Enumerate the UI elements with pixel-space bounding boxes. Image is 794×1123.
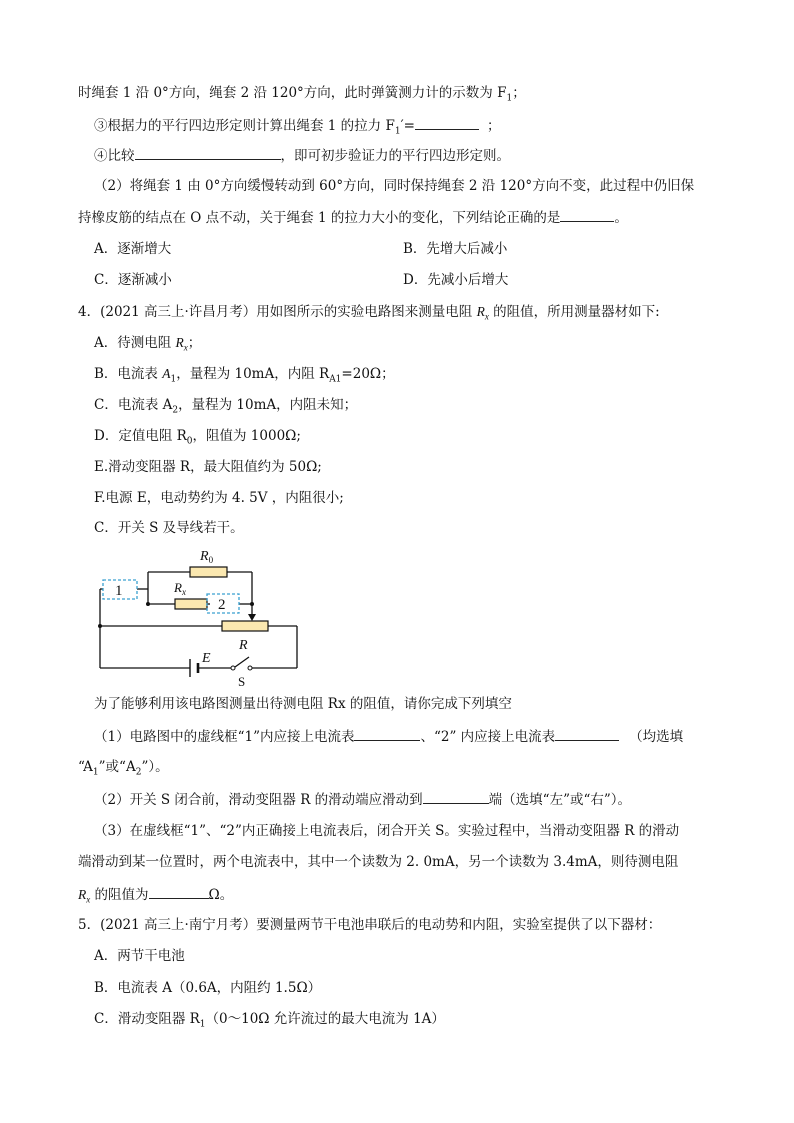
answer-blank[interactable] xyxy=(135,146,281,160)
q3-part2-line2: 持橡皮筋的结点在 O 点不动，关于绳套 1 的拉力大小的变化，下列结论正确的是 。 xyxy=(78,210,628,226)
q3-option-a[interactable]: A．逐渐增大 xyxy=(94,241,172,257)
q3-step4: ④比较 ，即可初步验证力的平行四边形定则。 xyxy=(94,148,510,164)
label-s: S xyxy=(238,674,246,689)
q4-part3-line1: （3）在虚线框“1”、“2”内正确接上电流表后，闭合开关 S。实验过程中，当滑动变阻器 R 的滑动 xyxy=(94,823,680,839)
q4-item-g: C．开关 S 及导线若干。 xyxy=(94,520,244,536)
label-r: R xyxy=(239,638,248,653)
answer-blank[interactable] xyxy=(560,208,614,222)
label-box-1: 1 xyxy=(115,583,123,599)
circuit-diagram xyxy=(90,542,330,692)
q5-item-b: B．电流表 A（0.6A，内阻约 1.5Ω） xyxy=(94,980,322,996)
q4-part3-line3: $R_x$ 的阻值为 Ω。 xyxy=(78,887,234,905)
label-rx: $R_x$ xyxy=(174,580,186,597)
q4-part1-line2: “$A_1$”或“$A_2$”）。 xyxy=(78,759,169,778)
label-e: E xyxy=(202,651,211,666)
label-r0: $R_0$ xyxy=(200,549,214,565)
switch-contact xyxy=(231,666,235,670)
resistor-r0 xyxy=(190,567,227,577)
answer-blank[interactable] xyxy=(354,727,420,741)
answer-blank[interactable] xyxy=(149,885,209,899)
q4-stem: 4．(2021 高三上·许昌月考）用如图所示的实验电路图来测量电阻 $R_x$ 的阻值，所用测量器材如下: xyxy=(78,304,660,322)
q4-item-a: A．待测电阻 $R_x$； xyxy=(94,335,202,353)
answer-blank[interactable] xyxy=(423,790,489,804)
junction-dot xyxy=(250,602,254,606)
answer-blank[interactable] xyxy=(555,727,619,741)
q5-item-c: C．滑动变阻器 $R_1(0\sim 10\Omega$ 允许流过的最大电流为 1A） xyxy=(94,1011,445,1030)
junction-dot xyxy=(98,624,102,628)
q4-part3-line2: 端滑动到某一位置时，两个电流表中，其中一个读数为 2. 0mA，另一个读数为 3.4mA，则待测电阻 xyxy=(78,854,679,870)
label-box-2: 2 xyxy=(218,597,226,613)
switch-contact xyxy=(248,666,252,670)
q3-step3: ③根据力的平行四边形定则计算出绳套 1 的拉力 $F_1'=$ ； xyxy=(94,118,501,137)
q4-intro: 为了能够利用该电路图测量出待测电阻 Rx 的阻值，请你完成下列填空 xyxy=(94,696,512,712)
q4-part1-line1: （1）电路图中的虚线框“1”内应接上电流表 、“2” 内应接上电流表 （均选填 xyxy=(94,729,684,745)
q4-item-e: E.滑动变阻器 R，最大阻值约为 50Ω; xyxy=(94,459,322,475)
slider-arrow-icon xyxy=(248,614,256,621)
q4-item-d: D．定值电阻 $R_0$，阻值为 1000Ω; xyxy=(94,428,301,447)
junction-dot xyxy=(146,602,150,606)
q3-option-b[interactable]: B．先增大后减小 xyxy=(403,241,508,257)
q4-item-b: B．电流表 $A_1$，量程为 10mA，内阻 $R_{A1}=20\Omega$； xyxy=(94,366,395,385)
q3-option-c[interactable]: C．逐渐减小 xyxy=(94,272,172,288)
q3-option-d[interactable]: D．先减小后增大 xyxy=(403,272,509,288)
rheostat-r xyxy=(222,621,268,631)
q4-item-f: F.电源 E，电动势约为 4. 5V ，内阻很小; xyxy=(94,490,344,506)
q4-part2: （2）开关 S 闭合前，滑动变阻器 R 的滑动端应滑动到 端（选填“左”或“右”）。 xyxy=(94,792,632,808)
q3-part2-line1: （2）将绳套 1 由 0°方向缓慢转动到 60°方向，同时保持绳套 2 沿 120°方向不变，此过程中仍旧保 xyxy=(94,178,695,194)
resistor-rx xyxy=(175,599,207,609)
q4-item-c: C．电流表 $A_2$，量程为 10mA，内阻未知； xyxy=(94,397,358,416)
q3-line1: 时绳套 1 沿 0°方向，绳套 2 沿 120°方向，此时弹簧测力计的示数为 $F_1$； xyxy=(78,85,526,104)
q5-item-a: A．两节干电池 xyxy=(94,948,185,964)
q5-stem: 5．(2021 高三上·南宁月考）要测量两节干电池串联后的电动势和内阻，实验室提供了以下器材： xyxy=(78,917,662,933)
answer-blank[interactable] xyxy=(415,116,479,130)
